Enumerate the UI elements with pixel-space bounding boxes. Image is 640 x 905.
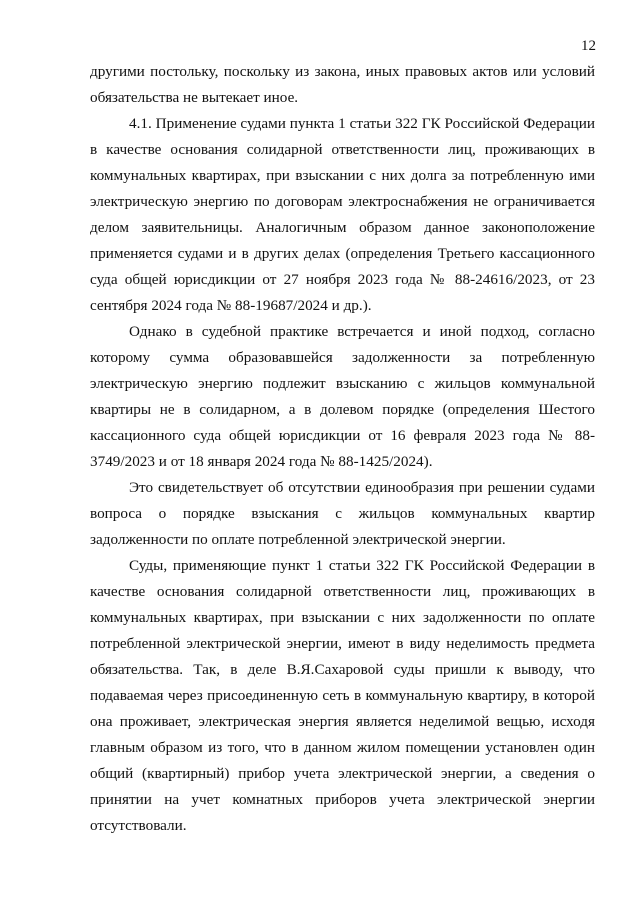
paragraph-section-4-1: 4.1. Применение судами пункта 1 статьи 322 ГК Российской Федерации в качестве основания солидарной ответственности лиц, проживающих в коммунальных квартирах, при взыскании с них долга за потребленную ими электрическую энергию по договорам электроснабжения не ограничивается делом заявительницы. Аналогичным образом данное законоположение применяется судами и в других делах (определения Третьего кассационного суда общей юрисдикции от 27 ноября 2023 года № 88-24616/2023, от 23 сентября 2024 года № 88-19687/2024 и др.). xyxy=(90,115,595,314)
paragraph-lack-of-uniformity: Это свидетельствует об отсутствии единообразия при решении судами вопроса о порядке взыскания с жильцов коммунальных квартир задолженности по оплате потребленной электрической энергии. xyxy=(90,479,595,548)
paragraph-alternative-approach: Однако в судебной практике встречается и иной подход, согласно которому сумма образовавшейся задолженности за потребленную электрическую энергию подлежит взысканию с жильцов коммунальной квартиры не в солидарном, а в долевом порядке (определения Шестого кассационного суда общей юрисдикции от 16 февраля 2023 года № 88-3749/2023 и от 18 января 2024 года № 88-1425/2024). xyxy=(90,323,595,470)
paragraph-indivisibility: Суды, применяющие пункт 1 статьи 322 ГК Российской Федерации в качестве основания солидарной ответственности лиц, проживающих в коммунальных квартирах, при взыскании с них задолженности по оплате потребленной электрической энергии, имеют в виду неделимость предмета обязательства. Так, в деле В.Я.Сахаровой суды пришли к выводу, что подаваемая через присоединенную сеть в коммунальную квартиру, в которой она проживает, электрическая энергия является неделимой вещью, исходя главным образом из того, что в данном жилом помещении установлен один общий (квартирный) прибор учета электрической энергии, а сведения о принятии на учет комнатных приборов учета электрической энергии отсутствовали. xyxy=(90,557,595,834)
document-body xyxy=(90,59,595,839)
page-number: 12 xyxy=(581,38,596,54)
paragraph-continuation: другими постольку, поскольку из закона, иных правовых актов или условий обязательства не вытекает иное. xyxy=(90,63,595,106)
